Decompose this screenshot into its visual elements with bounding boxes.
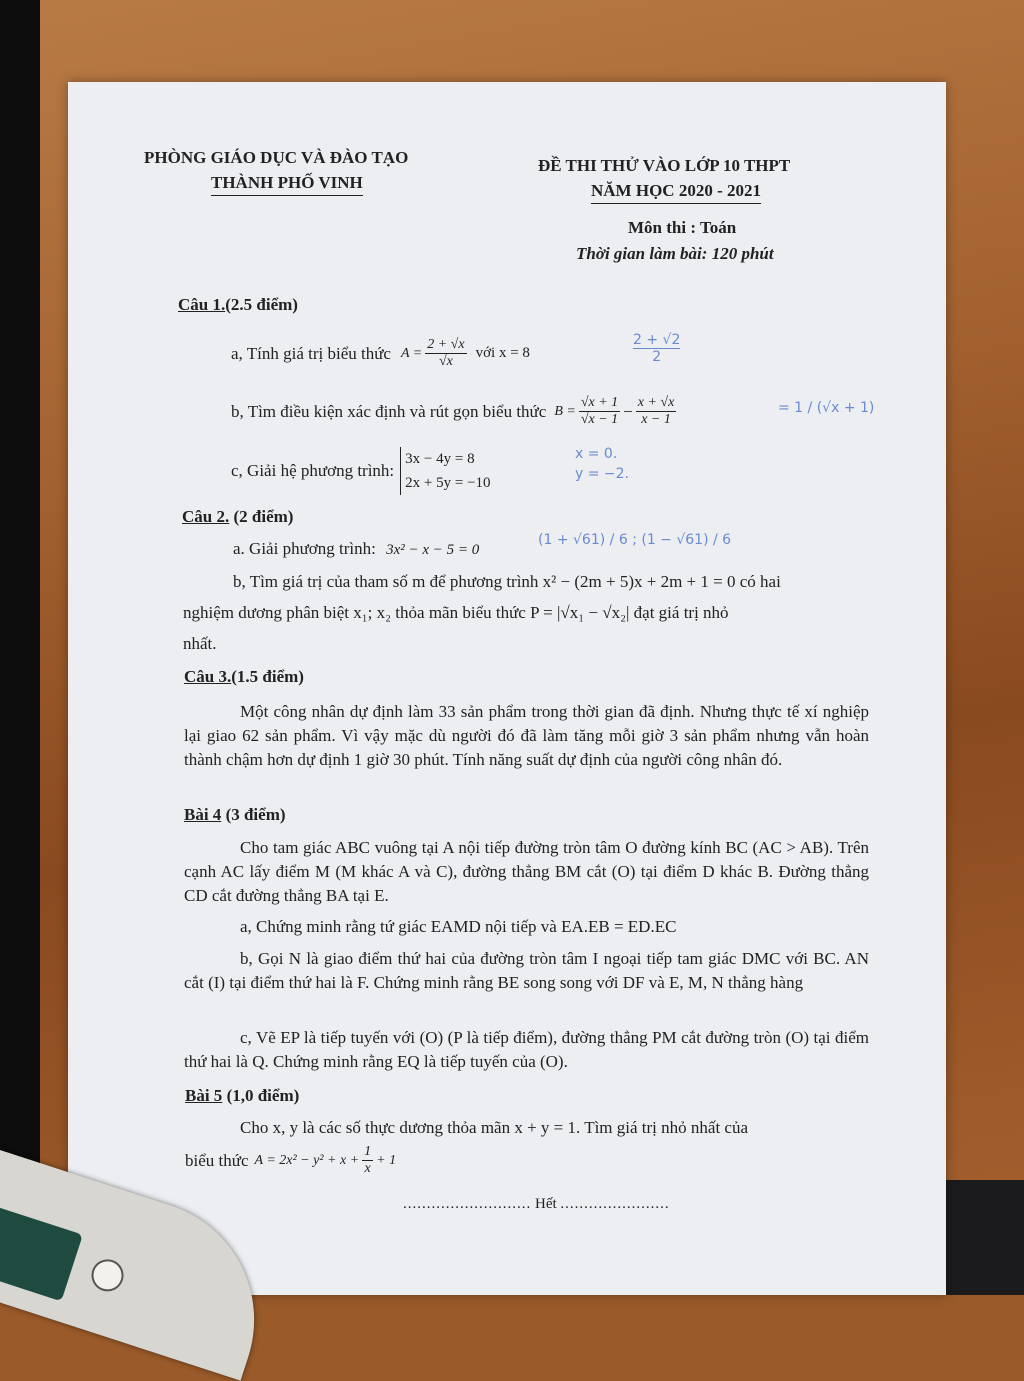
problem-5-line-1: Cho x, y là các số thực dương thỏa mãn x + y = 1. Tìm giá trị nhỏ nhất của <box>240 1118 749 1137</box>
question-1b-lhs: B = <box>554 403 576 419</box>
header-school-year: NĂM HỌC 2020 - 2021 <box>591 181 761 204</box>
problem-4-points: (3 điểm) <box>221 805 286 824</box>
problem-5-expression-label: biểu thức <box>185 1150 249 1170</box>
problem-5-fraction-num: 1 <box>364 1144 372 1159</box>
footer-dots-right: ....................... <box>560 1196 670 1212</box>
question-1b-f1-num: √x + 1 <box>580 395 619 410</box>
problem-5-fraction <box>362 1144 373 1177</box>
problem-4a: a, Chứng minh rằng tứ giác EAMD nội tiếp và EA.EB = ED.EC <box>240 917 677 936</box>
question-1c-equation-2: 2x + 5y = −10 <box>405 475 491 491</box>
question-1a-text: a, Tính giá trị biểu thức <box>231 343 391 363</box>
problem-5-title: Bài 5 <box>185 1086 223 1105</box>
question-2-title: Câu 2. <box>182 507 230 526</box>
header-city: THÀNH PHỐ VINH <box>211 173 363 196</box>
question-1a-fraction <box>425 337 466 370</box>
problem-4-title: Bài 4 <box>184 805 222 824</box>
handwritten-1c-x: x = 0. <box>575 446 618 462</box>
question-1b-minus: − <box>623 401 633 421</box>
question-3-body: Một công nhân dự định làm 33 sản phẩm trong thời gian đã định. Nhưng thực tế xí nghiệp lại giao 62 sản phẩm. Vì vậy mặc dù người đó đã làm tăng mỗi giờ 3 sản phẩm nhưng vẫn hoàn thành chậm hơn dự định 1 giờ 30 phút. Tính năng suất dự định của người công nhân đó. <box>184 702 869 769</box>
question-1b-f1-den: √x − 1 <box>580 412 619 427</box>
question-1a <box>231 337 530 370</box>
question-1c-text: c, Giải hệ phương trình: <box>231 461 395 480</box>
handwritten-answer-1c <box>575 444 629 484</box>
footer-end <box>403 1196 670 1213</box>
handwritten-2a-root-2: ; (1 − √61) / 6 <box>632 532 732 548</box>
question-1-heading <box>178 295 298 315</box>
header-subject: Môn thi : Toán <box>628 218 737 237</box>
question-1b-fraction-1 <box>579 395 620 428</box>
handwritten-1a-num: 2 + √2 <box>633 332 681 348</box>
question-1b <box>231 395 679 428</box>
question-2a-text: a. Giải phương trình: <box>233 539 376 558</box>
handwritten-2a-root-1: (1 + √61) / 6 <box>538 532 628 548</box>
problem-5-points: (1,0 điểm) <box>222 1086 300 1105</box>
problem-4b: b, Gọi N là giao điểm thứ hai của đường tròn tâm I ngoại tiếp tam giác DMC với BC. AN cắt (I) tại điểm thứ hai là F. Chứng minh rằng BE song song với DF và E, M, N thẳng hàng <box>184 949 869 992</box>
header-exam-title: ĐỀ THI THỬ VÀO LỚP 10 THPT <box>538 156 791 175</box>
handwritten-1c-y: y = −2. <box>575 466 630 482</box>
problem-4-intro: Cho tam giác ABC vuông tại A nội tiếp đường tròn tâm O đường kính BC (AC > AB). Trên cạnh AC lấy điểm M (M khác A và C), đường thẳng BM cắt (O) tại điểm D khác B. Đường thẳng CD cắt đường thẳng BA tại E. <box>184 838 869 905</box>
problem-5-expression-a: A = 2x² − y² + x + <box>254 1152 360 1168</box>
header-duration: Thời gian làm bài: 120 phút <box>576 244 774 263</box>
dark-left-edge <box>0 0 40 1295</box>
question-1a-lhs: A = <box>400 345 423 361</box>
question-1-title: Câu 1. <box>178 295 226 314</box>
problem-5-expression-b: + 1 <box>376 1152 397 1168</box>
question-3-points: (1.5 điểm) <box>231 667 304 686</box>
question-2b-line-1: b, Tìm giá trị của tham số m để phương trình x² − (2m + 5)x + 2m + 1 = 0 có hai <box>233 572 781 591</box>
question-1a-condition: với x = 8 <box>475 345 530 361</box>
question-2a <box>233 539 479 559</box>
question-3-title: Câu 3. <box>184 667 232 686</box>
problem-4-heading <box>184 805 286 825</box>
question-1-points: (2.5 điểm) <box>225 295 298 314</box>
footer-end-text: Hết <box>531 1196 561 1212</box>
problem-5-line-2 <box>185 1144 396 1177</box>
problem-5-heading <box>185 1086 299 1106</box>
question-2-heading <box>182 507 293 527</box>
question-3-heading <box>184 667 304 687</box>
handwritten-answer-1b: = 1 / (√x + 1) <box>778 400 875 416</box>
question-1a-fraction-num: 2 + √x <box>427 337 465 352</box>
footer-dots-left: ........................... <box>403 1196 532 1212</box>
handwritten-answer-2a <box>538 532 731 548</box>
calculator-button <box>87 1255 127 1295</box>
question-1b-text: b, Tìm điều kiện xác định và rút gọn biểu thức <box>231 401 547 421</box>
handwritten-answer-1a <box>633 332 680 365</box>
question-2b-line-2: nghiệm dương phân biệt x₁; x₂ thỏa mãn biểu thức P = |√x₁ − √x₂| đạt giá trị nhỏ <box>183 603 729 622</box>
question-2a-equation: 3x² − x − 5 = 0 <box>386 542 480 558</box>
exam-paper <box>68 82 946 1295</box>
question-1b-fraction-2 <box>636 395 677 428</box>
calculator-screen <box>0 1205 83 1301</box>
handwritten-1a-den: 2 <box>652 349 662 365</box>
question-1b-f2-den: x − 1 <box>641 412 671 427</box>
question-1a-fraction-den: √x <box>438 354 453 369</box>
question-1c-system <box>400 447 490 495</box>
question-1c-equation-1: 3x − 4y = 8 <box>405 451 475 467</box>
question-1b-f2-num: x + √x <box>637 395 675 410</box>
problem-4c: c, Vẽ EP là tiếp tuyến với (O) (P là tiếp điểm), đường thẳng PM cắt đường tròn (O) tại điểm thứ hai là Q. Chứng minh rằng EQ là tiếp tuyến của (O). <box>184 1028 869 1071</box>
problem-5-fraction-den: x <box>364 1161 371 1176</box>
header-department: PHÒNG GIÁO DỤC VÀ ĐÀO TẠO <box>144 148 409 167</box>
question-2-points: (2 điểm) <box>229 507 294 526</box>
question-1c <box>231 447 491 495</box>
question-2b-line-3: nhất. <box>183 634 217 653</box>
